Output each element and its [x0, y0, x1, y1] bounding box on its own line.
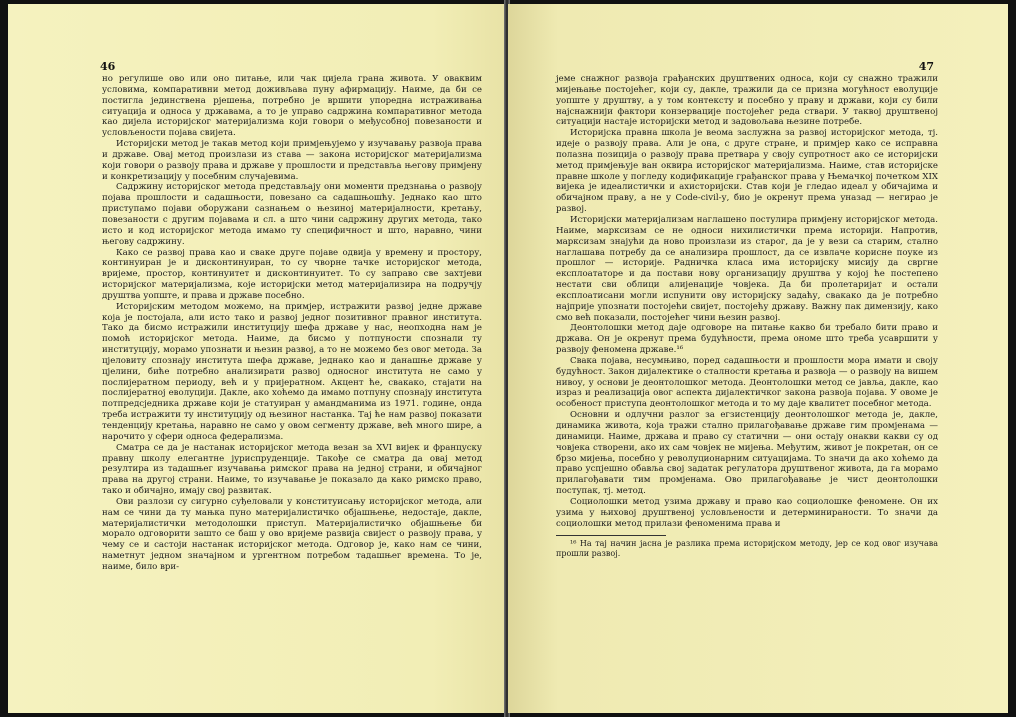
left-page-body — [102, 74, 482, 573]
paragraph: јеме снажног развоја грађанских друштвених односа, који су снажно тражили мијењање постојећег, који су, дакле, тражили да се призна могућност еволуције уопште у друштву, а у том контексту и посебно у праву и држави, који су били најснажнији фактори конзервације постојећег реда ствари. У таквој друштвеној ситуацији настаје историјски метод и задовољава њезине потребе. — [556, 74, 938, 128]
paragraph: Сматра се да је настанак историјског метода везан за XVI вијек и француску правну школу елегантне јуриспруденције. Такође се сматра да овај метод резултира из тадашњег изучавања римског права на једној страни, и обичајног права на другој страни. Наиме, то изучавање је показало да како римско право, тако и обичајно, имају свој развитак. — [102, 442, 482, 497]
paragraph: Историјски метод је такав метод који примјењујемо у изучавању развоја права и државе. Овај метод произлази из става — закона историјског материјализма који говори о развоју права и државе у прошлости и представља његову примјену и конкретизацију у посебним случајевима. — [102, 139, 482, 182]
paragraph: Основни и одлучни разлог за егзистенцију деонтолошког метода је, дакле, динамика живота, која тражи стално прилагођавање државе гим промјенама — динамици. Наиме, држава и право су статични — они остају онакви какви су од човјека створени, ако их сам човјек не мијења. Међутим, живот је покретан, он се брзо мијења, посебно у револуционарним ситуацијама. То значи да ако хоћемо да право успјешно обавља свој задатак регулатора друштвеног живота, да га морамо прилагођавати тим промјенама. Ово прилагођавање је чист деонтолошки поступак, тј. метод. — [556, 410, 938, 497]
paragraph: но регулише ово или оно питање, или чак цијела грана живота. У оваквим условима, компаративни метод доживљава пуну афирмацију. Наиме, да би се постигла јединствена рјешења, потребно је вршити упоредна истраживања ситуација и односа у државама, а то је управо садржина компаративног метода као дијела историјског материјализма који говори о међусобној повезаности и условљености појава свијета. — [102, 74, 482, 139]
paragraph: Деонтолошки метод даје одговоре на питање какво би требало бити право и држава. Он је окренут према будућности, према ономе што треба усавршити у развоју феномена државе.¹⁶ — [556, 323, 938, 356]
right-page — [508, 4, 1008, 713]
page-number-right: 47 — [918, 60, 934, 73]
paragraph: Садржину историјског метода представљају они моменти предзнања о развоју појава прошлости и садашњости, повезано са садашњошћу. Једнако као што приступамо појави оборужани сазнањем о њезиној материјалности, кретању, повезаности с другим појавама и сл. а што чини садржину других метода, тако исто и код историјског метода имамо ту специфичност и што, наравно, чини његову садржину. — [102, 182, 482, 247]
footnote-divider — [556, 535, 666, 536]
paragraph: Како се развој права као и сваке друге појаве одвија у времену и простору, континуиран је и дисконтинуиран, то су чворне тачке историјског метода, вријеме, простор, континуитет и дисконтинуитет. То су заправо све захтјеви историјског материјализма, које историјски метод материјализира на подручју друштва уопште, и права и државе посебно. — [102, 247, 482, 301]
paragraph: Историјски материјализам наглашено постулира примјену историјског метода. Наиме, марксизам се не односи нихилистички према историји. Напротив, марксизам знајући да ново произлази из старог, да је у вези са старим, стално наглашава потребу да се анализира прошлост, да се извлаче корисне поуке из прошлог — историје. Радничка класа има историјску мисију да свргне експлоататоре и да постави нову организацију друштва у којој ће постепено нестати сви облици алијенације човјека. Да би пролетаријат и остали експлоатисани могли испунити ову историјску задаћу, свакако да је потребно најприје упознати постојећи свијет, постојећу државу. Важну пак димензију, како смо већ показали, постојећег чини њезин развој. — [556, 214, 938, 323]
paragraph: Ови разлози су сигурно суђеловали у конституисању историјског метода, али нам се чини да ту мањка пуно материјалистичко објашњење, недостаје, дакле, материјалистички методолошки приступ. Материјалистичко објашњење би морало одговорити зашто се баш у ово вријеме развија свијест о развоју права, у чему се и састоји настанак историјског метода. Одговор је, како нам се чини, наметнут једном значајном и ургентном потребом тадашњег времена. То је, наиме, било ври- — [102, 496, 482, 572]
left-page — [8, 4, 506, 713]
paragraph: Свака појава, несумњиво, поред садашњости и прошлости мора имати и своју будућност. Закон дијалектике о сталности кретања и развоја — о развоју на вишем нивоу, у основи је деонтолошког метода. Деонтолошки метод се јавља, дакле, као израз и реализација овог аспекта дијалектичког закона развоја појава. У овоме је особеност приступа деонтолошког метода и то му даје квалитет посебног метода. — [556, 355, 938, 410]
right-page-body — [556, 74, 938, 559]
page-number-left: 46 — [100, 60, 116, 73]
footnote: ¹⁶ На тај начин јасна је разлика према историјском методу, јер се код овог изучава прошли развој. — [556, 539, 938, 559]
paragraph: Историјска правна школа је веома заслужна за развој историјског метода, тј. идеје о развоју права. Али је она, с друге стране, и примјер како се исправна полазна позиција о развоју права претвара у своју супротност ако се историјски метод примјењује ван оквира историјског материјализма. Наиме, став историјске правне школе у погледу кодификације грађанског права у Њемачкој почетком XIX вијека је идеалистички и ахисторијски. Став који је гледао идеал у обичајима и обичајном праву, а не у Code-civil-у, био је окренут према уназад — негирао је развој. — [556, 128, 938, 215]
paragraph: Социолошки метод узима државу и право као социолошке феномене. Он их узима у њиховој друштвеној условљености и детерминираности. То значи да социолошки метод прилази феноменима права и — [556, 496, 938, 529]
paragraph: Историјским методом можемо, на примјер, истражити развој једне државе која је постојала, али исто тако и развој једног позитивног правног института. Тако да бисмо истражили институцију шефа државе у нас, неопходна нам је помоћ историјског метода. Наиме, да бисмо у потпуности спознали ту институцију, морамо упознати и њезин развој, а то не можемо без овог метода. За цјеловиту спознају института шефа државе, једнако као и данашње државе у цјелини, биће потребно анализирати развој односног института не само у послијератном периоду, већ и у пријератном. Акцент ће, свакако, стајати на послијератној еволуцији. Дакле, ако хоћемо да имамо потпуну спознају института потпредсједника државе који је статуиран у амандманима из 1971. године, онда треба истражити ту институцију од њезиног настанка. Тај ће нам развој показати тенденцију кретања, наравно не само у овом сегменту државе, већ много шире, а нарочито у сфери односа федерализма. — [102, 301, 482, 442]
